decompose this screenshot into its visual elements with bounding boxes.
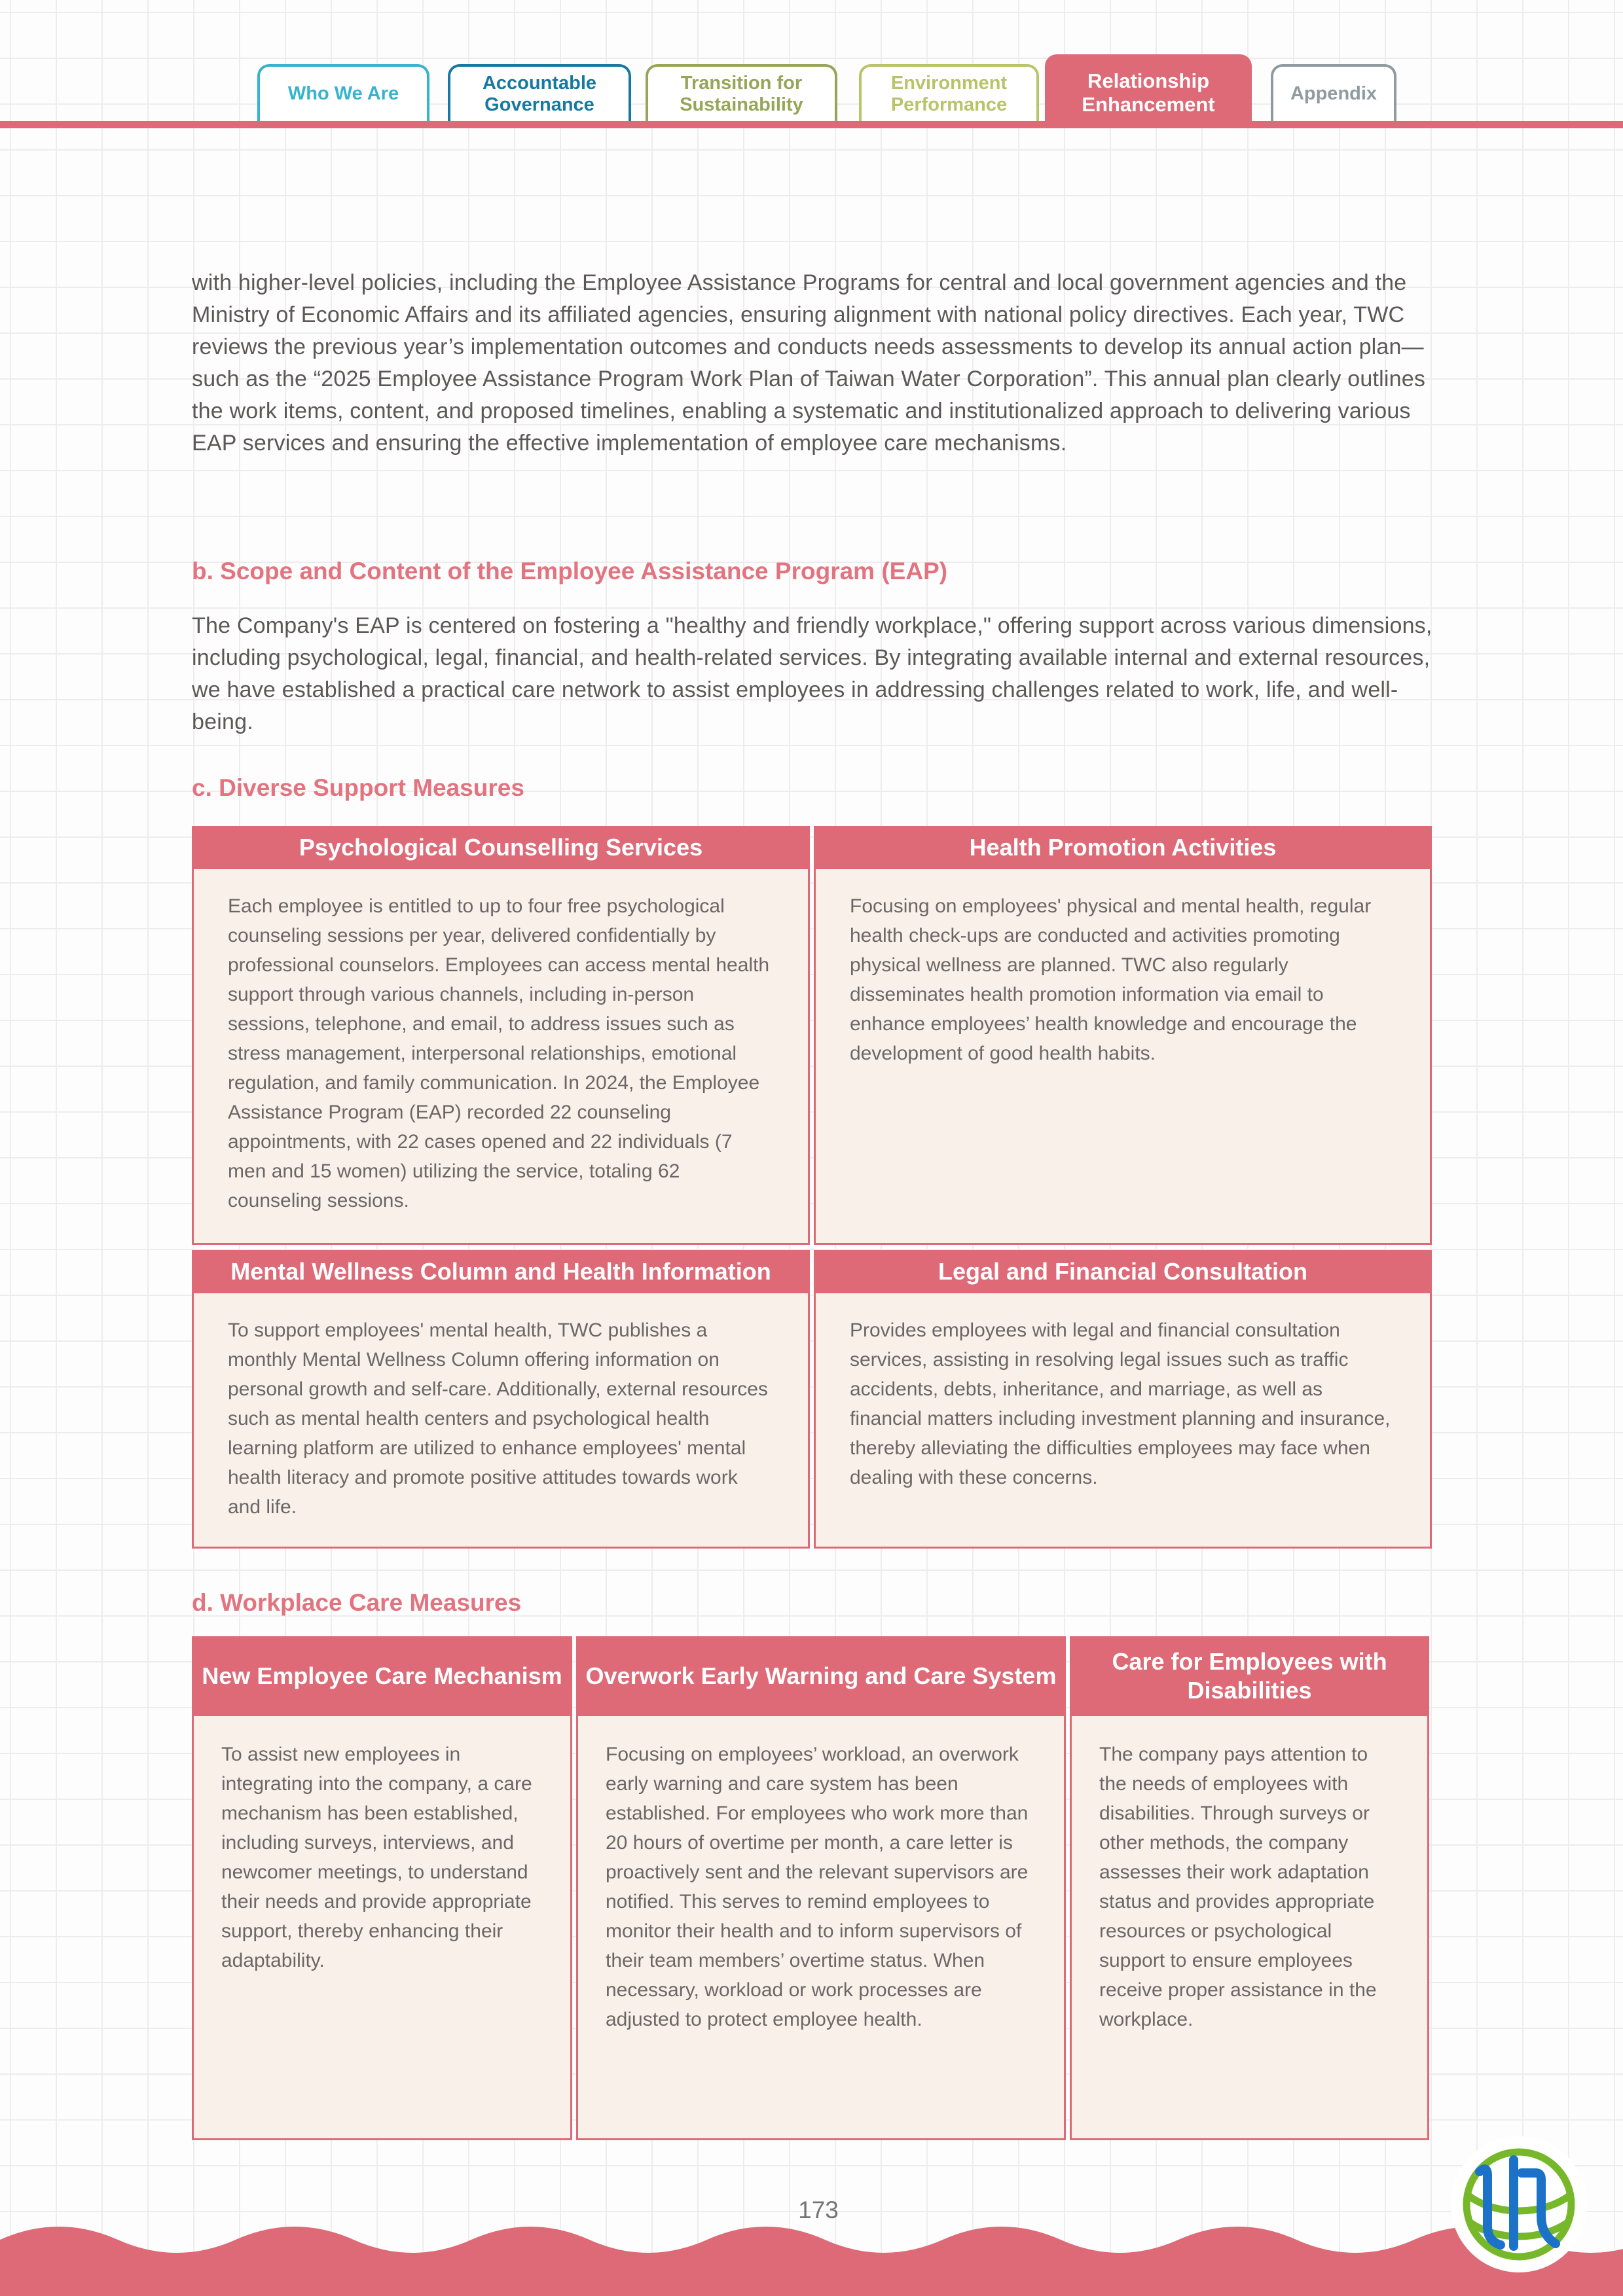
logo-water-glyph <box>1480 2160 1556 2246</box>
card-body: To support employees' mental health, TWC publishes a monthly Mental Wellness Column offering information on personal growth and self-care. Additionally, external resources such as mental health centers and psychological health learning platform are utilized to enhance employees' mental health literacy and promote positive attitudes towards work and life. <box>192 1293 810 1549</box>
tab-label: Environment Performance <box>890 72 1008 115</box>
tab-label: Who We Are <box>287 83 399 104</box>
card-body: Provides employees with legal and financial consultation services, assisting in resolving legal issues such as traffic accidents, debts, inheritance, and marriage, as well as financial matters including investment planning and insurance, thereby alleviating the difficulties employees may face when dealing with these concerns. <box>814 1293 1432 1549</box>
card-mental-wellness-column <box>192 1250 810 1549</box>
card-psychological-counselling <box>192 826 810 1245</box>
card-new-employee-care <box>192 1636 572 2140</box>
card-title: Care for Employees with Disabilities <box>1070 1636 1429 1716</box>
footer-wave <box>0 2193 1623 2296</box>
tab-transition-for-sustainability[interactable] <box>646 64 837 121</box>
section-b-paragraph: The Company's EAP is centered on fostering a "healthy and friendly workplace," offering support across various dimensions, including psychological, legal, financial, and health-related services. By integrating available internal and external resources, we have established a practical care network to assist employees in addressing challenges related to work, life, and well-being. <box>192 613 1432 734</box>
support-measures-row-1 <box>192 826 1432 1245</box>
tab-label: Relationship Enhancement <box>1082 69 1215 116</box>
tab-relationship-enhancement-active[interactable] <box>1045 54 1252 128</box>
support-measures-row-2 <box>192 1250 1432 1549</box>
intro-paragraph: with higher-level policies, including the Employee Assistance Programs for central and local government agencies and the Ministry of Economic Affairs and its affiliated agencies, ensuring alignment with national policy directives. Each year, TWC reviews the previous year’s implementation outcomes and conducts needs assessments to develop its annual action plan—such as the “2025 Employee Assistance Program Work Plan of Taiwan Water Corporation”. This annual plan clearly outlines the work items, content, and proposed timelines, enabling a systematic and institutionalized approach to delivering various EAP services and ensuring the effective implementation of employee care mechanisms. <box>192 270 1426 456</box>
card-body: Focusing on employees' physical and mental health, regular health check-ups are conducted and activities promoting physical wellness are planned. TWC also regularly disseminates health promotion information via email to enhance employees’ health knowledge and encourage the development of good health habits. <box>814 869 1432 1245</box>
card-body: Each employee is entitled to up to four free psychological counseling sessions per year, delivered confidentially by professional counselors. Employees can access mental health support through various channels, including in-person sessions, telephone, and email, to address issues such as stress management, interpersonal relationships, emotional regulation, and family communication. In 2024, the Employee Assistance Program (EAP) recorded 22 counseling appointments, with 22 cases opened and 22 individuals (7 men and 15 women) utilizing the service, totaling 62 counseling sessions. <box>192 869 810 1245</box>
header-divider-bar <box>0 121 1623 128</box>
tab-label: Transition for Sustainability <box>680 72 803 115</box>
tab-label: Accountable Governance <box>482 72 597 115</box>
card-title: Overwork Early Warning and Care System <box>576 1636 1066 1716</box>
tab-who-we-are[interactable] <box>257 64 429 121</box>
section-c-heading: c. Diverse Support Measures <box>192 774 524 801</box>
card-title: Mental Wellness Column and Health Information <box>192 1250 810 1293</box>
section-d-heading: d. Workplace Care Measures <box>192 1589 522 1616</box>
tab-accountable-governance[interactable] <box>448 64 631 121</box>
logo-halo <box>1451 2136 1587 2272</box>
card-overwork-early-warning <box>576 1636 1066 2140</box>
card-title: Legal and Financial Consultation <box>814 1250 1432 1293</box>
card-title: Health Promotion Activities <box>814 826 1432 869</box>
twc-logo <box>1448 2128 1590 2280</box>
tab-environment-performance[interactable] <box>859 64 1039 121</box>
workplace-care-row <box>192 1636 1429 2140</box>
page-number: 173 <box>798 2197 839 2223</box>
tab-appendix[interactable] <box>1271 64 1396 121</box>
card-body: To assist new employees in integrating into the company, a care mechanism has been established, including surveys, interviews, and newcomer meetings, to understand their needs and provide appropriate support, thereby enhancing their adaptability. <box>192 1716 572 2140</box>
card-health-promotion <box>814 826 1432 1245</box>
card-body: The company pays attention to the needs of employees with disabilities. Through surveys or other methods, the company assesses their work adaptation status and provides appropriate resources or psychological support to ensure employees receive proper assistance in the workplace. <box>1070 1716 1429 2140</box>
section-b-heading: b. Scope and Content of the Employee Assistance Program (EAP) <box>192 558 948 584</box>
card-title: New Employee Care Mechanism <box>192 1636 572 1716</box>
card-employees-with-disabilities <box>1070 1636 1429 2140</box>
card-title: Psychological Counselling Services <box>192 826 810 869</box>
tab-label: Appendix <box>1290 83 1377 104</box>
card-legal-financial-consultation <box>814 1250 1432 1549</box>
card-body: Focusing on employees’ workload, an overwork early warning and care system has been established. For employees who work more than 20 hours of overtime per month, a care letter is proactively sent and the relevant supervisors are notified. This serves to remind employees to monitor their health and to inform supervisors of their team members’ overtime status. When necessary, workload or work processes are adjusted to protect employee health. <box>576 1716 1066 2140</box>
